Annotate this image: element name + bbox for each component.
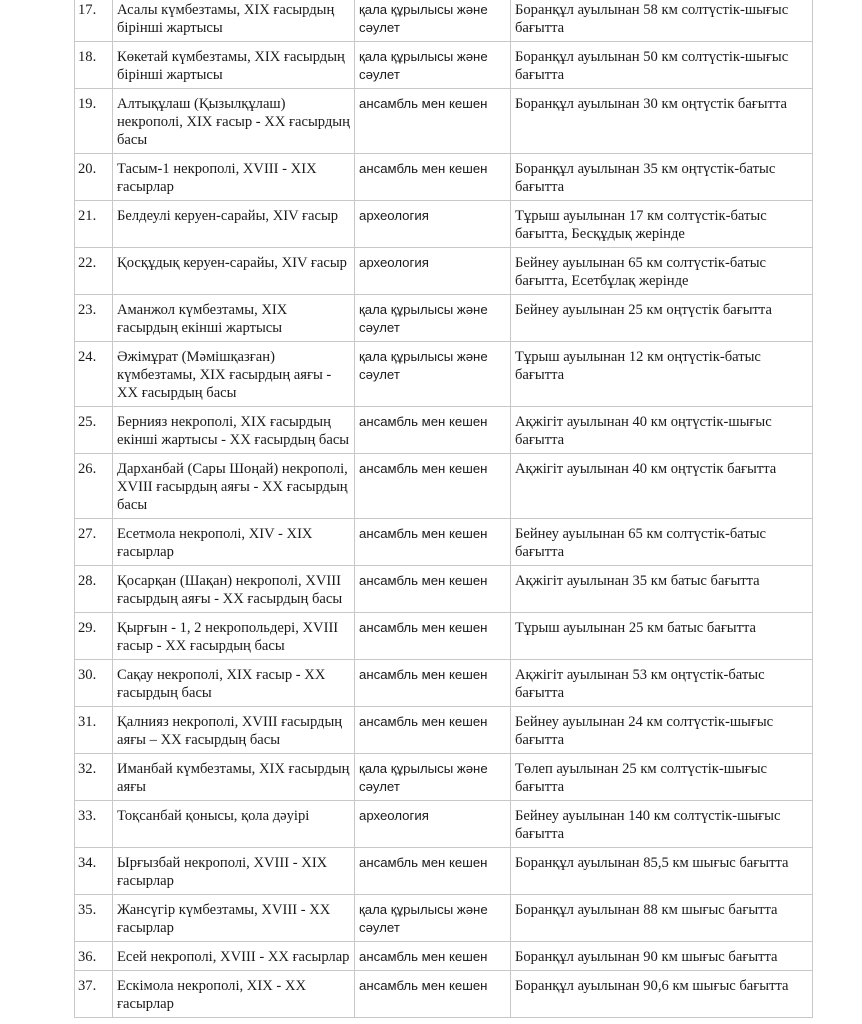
monument-type: ансамбль мен кешен — [355, 89, 511, 154]
row-number: 27. — [75, 519, 113, 566]
table-row — [75, 754, 813, 801]
monument-location: Боранқұл ауылынан 35 км оңтүстік-батыс бағытта — [511, 154, 813, 201]
monument-type: ансамбль мен кешен — [355, 519, 511, 566]
monument-type: қала құрылысы және сәулет — [355, 895, 511, 942]
monument-location: Боранқұл ауылынан 58 км солтүстік-шығыс бағытта — [511, 0, 813, 42]
table-row — [75, 801, 813, 848]
monument-location: Тұрыш ауылынан 17 км солтүстік-батыс бағытта, Бесқұдық жерінде — [511, 201, 813, 248]
row-number: 21. — [75, 201, 113, 248]
monument-location: Бейнеу ауылынан 25 км оңтүстік бағытта — [511, 295, 813, 342]
monument-location: Ақжігіт ауылынан 40 км оңтүстік бағытта — [511, 454, 813, 519]
row-number: 20. — [75, 154, 113, 201]
table-row — [75, 848, 813, 895]
monument-type: ансамбль мен кешен — [355, 154, 511, 201]
monument-name: Сақау некрополі, XIX ғасыр - XX ғасырдың басы — [113, 660, 355, 707]
monument-name: Қосарқан (Шақан) некрополі, XVIII ғасырдың аяғы - XX ғасырдың басы — [113, 566, 355, 613]
monument-type: ансамбль мен кешен — [355, 707, 511, 754]
monument-name: Аманжол күмбезтамы, XIX ғасырдың екінші жартысы — [113, 295, 355, 342]
table-row — [75, 42, 813, 89]
monument-name: Есетмола некрополі, XIV - XIX ғасырлар — [113, 519, 355, 566]
monument-type: ансамбль мен кешен — [355, 942, 511, 971]
monument-location: Ақжігіт ауылынан 40 км оңтүстік-шығыс бағытта — [511, 407, 813, 454]
table-row — [75, 0, 813, 42]
monument-name: Бернияз некрополі, XIX ғасырдың екінші жартысы - XX ғасырдың басы — [113, 407, 355, 454]
monument-location: Тұрыш ауылынан 25 км батыс бағытта — [511, 613, 813, 660]
monument-location: Төлеп ауылынан 25 км солтүстік-шығыс бағытта — [511, 754, 813, 801]
monument-type: ансамбль мен кешен — [355, 566, 511, 613]
monument-type: археология — [355, 801, 511, 848]
row-number: 31. — [75, 707, 113, 754]
monument-name: Асалы күмбезтамы, XIX ғасырдың бірінші жартысы — [113, 0, 355, 42]
table-row — [75, 248, 813, 295]
monument-location: Бейнеу ауылынан 140 км солтүстік-шығыс бағытта — [511, 801, 813, 848]
row-number: 34. — [75, 848, 113, 895]
row-number: 30. — [75, 660, 113, 707]
table-row — [75, 519, 813, 566]
table-row — [75, 342, 813, 407]
table-row — [75, 566, 813, 613]
row-number: 17. — [75, 0, 113, 42]
monument-location: Тұрыш ауылынан 12 км оңтүстік-батыс бағытта — [511, 342, 813, 407]
monument-name: Алтықұлаш (Қызылқұлаш) некрополі, XIX ғасыр - XX ғасырдың басы — [113, 89, 355, 154]
monument-name: Қырғын - 1, 2 некропольдері, XVIII ғасыр - XX ғасырдың басы — [113, 613, 355, 660]
row-number: 19. — [75, 89, 113, 154]
row-number: 22. — [75, 248, 113, 295]
monument-location: Боранқұл ауылынан 30 км оңтүстік бағытта — [511, 89, 813, 154]
monument-name: Қалнияз некрополі, XVIII ғасырдың аяғы – XX ғасырдың басы — [113, 707, 355, 754]
monument-name: Дарханбай (Сары Шоңай) некрополі, XVIII ғасырдың аяғы - XX ғасырдың басы — [113, 454, 355, 519]
monument-type: ансамбль мен кешен — [355, 660, 511, 707]
monument-name: Қосқұдық керуен-сарайы, XIV ғасыр — [113, 248, 355, 295]
monument-location: Ақжігіт ауылынан 35 км батыс бағытта — [511, 566, 813, 613]
row-number: 33. — [75, 801, 113, 848]
row-number: 25. — [75, 407, 113, 454]
row-number: 36. — [75, 942, 113, 971]
row-number: 28. — [75, 566, 113, 613]
monument-type: қала құрылысы және сәулет — [355, 754, 511, 801]
monument-type: ансамбль мен кешен — [355, 613, 511, 660]
monument-type: қала құрылысы және сәулет — [355, 342, 511, 407]
monument-type: ансамбль мен кешен — [355, 407, 511, 454]
monument-location: Боранқұл ауылынан 85,5 км шығыс бағытта — [511, 848, 813, 895]
monument-location: Боранқұл ауылынан 90,6 км шығыс бағытта — [511, 971, 813, 1018]
table-row — [75, 971, 813, 1018]
monument-name: Жансүгір күмбезтамы, XVIII - XX ғасырлар — [113, 895, 355, 942]
monument-name: Тасым-1 некрополі, XVIII - XIX ғасырлар — [113, 154, 355, 201]
monument-name: Ырғызбай некрополі, XVIII - XIX ғасырлар — [113, 848, 355, 895]
monument-name: Белдеулі керуен-сарайы, XIV ғасыр — [113, 201, 355, 248]
monument-location: Бейнеу ауылынан 65 км солтүстік-батыс бағытта — [511, 519, 813, 566]
monument-location: Боранқұл ауылынан 90 км шығыс бағытта — [511, 942, 813, 971]
monument-type: қала құрылысы және сәулет — [355, 42, 511, 89]
table-row — [75, 660, 813, 707]
monument-type: ансамбль мен кешен — [355, 848, 511, 895]
monument-name: Есей некрополі, XVIII - XX ғасырлар — [113, 942, 355, 971]
monument-location: Бейнеу ауылынан 24 км солтүстік-шығыс бағытта — [511, 707, 813, 754]
monument-name: Тоқсанбай қонысы, қола дәуірі — [113, 801, 355, 848]
row-number: 32. — [75, 754, 113, 801]
table-row — [75, 201, 813, 248]
row-number: 35. — [75, 895, 113, 942]
monument-location: Боранқұл ауылынан 50 км солтүстік-шығыс бағытта — [511, 42, 813, 89]
row-number: 24. — [75, 342, 113, 407]
monument-type: ансамбль мен кешен — [355, 454, 511, 519]
monuments-table-body — [75, 0, 813, 1018]
monument-location: Бейнеу ауылынан 65 км солтүстік-батыс бағытта, Есетбұлақ жерінде — [511, 248, 813, 295]
table-row — [75, 942, 813, 971]
table-row — [75, 895, 813, 942]
monument-name: Ескімола некрополі, XIX - XX ғасырлар — [113, 971, 355, 1018]
monument-name: Иманбай күмбезтамы, XIX ғасырдың аяғы — [113, 754, 355, 801]
monument-location: Боранқұл ауылынан 88 км шығыс бағытта — [511, 895, 813, 942]
monument-name: Көкетай күмбезтамы, XIX ғасырдың бірінші жартысы — [113, 42, 355, 89]
row-number: 26. — [75, 454, 113, 519]
monument-type: ансамбль мен кешен — [355, 971, 511, 1018]
table-row — [75, 454, 813, 519]
table-row — [75, 613, 813, 660]
monument-type: археология — [355, 248, 511, 295]
row-number: 18. — [75, 42, 113, 89]
table-row — [75, 154, 813, 201]
table-row — [75, 407, 813, 454]
table-row — [75, 707, 813, 754]
monument-type: археология — [355, 201, 511, 248]
row-number: 37. — [75, 971, 113, 1018]
monument-name: Әжімұрат (Мәмішқазған) күмбезтамы, XIX ғасырдың аяғы - XX ғасырдың басы — [113, 342, 355, 407]
row-number: 29. — [75, 613, 113, 660]
monument-type: қала құрылысы және сәулет — [355, 295, 511, 342]
monuments-table — [74, 0, 813, 1018]
table-row — [75, 89, 813, 154]
monument-type: қала құрылысы және сәулет — [355, 0, 511, 42]
monument-location: Ақжігіт ауылынан 53 км оңтүстік-батыс бағытта — [511, 660, 813, 707]
table-row — [75, 295, 813, 342]
row-number: 23. — [75, 295, 113, 342]
